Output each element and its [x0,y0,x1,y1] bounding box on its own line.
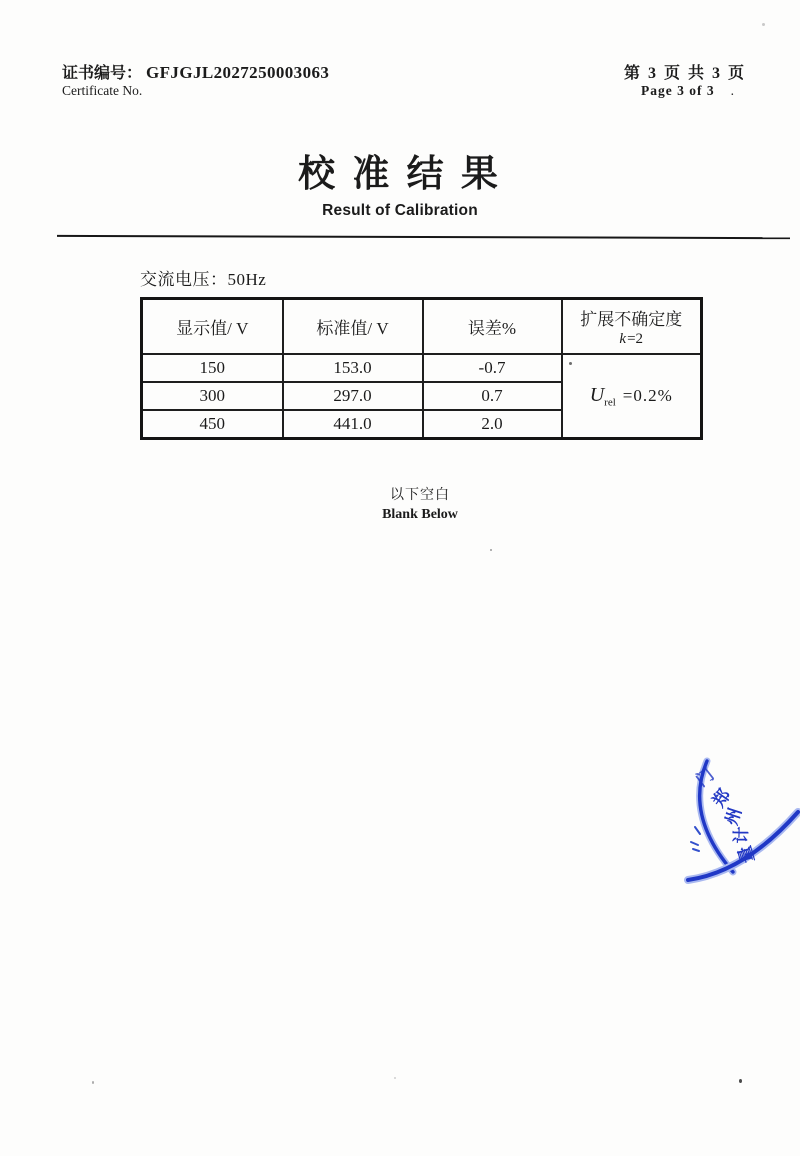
table-cell: 297.0 [283,382,423,410]
stamp-char: 计 [731,826,752,844]
table-cell: 300 [142,382,283,410]
document-title-zh: 校 准 结 果 [298,154,502,195]
scan-speck [92,1081,94,1084]
title-divider-rule [57,235,790,240]
table-cell: 0.7 [423,382,562,410]
table-cell: 153.0 [283,354,423,382]
page-number-en [641,83,735,99]
seal-ink-stray-mark [695,827,700,834]
col-header-expanded-uncertainty [562,299,702,355]
certificate-number-label-zh: 证书编号： [62,65,143,82]
stamp-char: 量 [734,843,758,866]
certificate-number-label-en: Certificate No. [62,83,143,98]
document-title-en: Result of Calibration [322,202,478,219]
uncertainty-header-text: 扩展不确定度 [580,310,683,329]
table-cell: 441.0 [283,410,423,439]
table-row [142,354,702,382]
col-header-error-percent: 误差% [423,299,562,355]
blank-below-zh: 以下空白 [390,488,450,503]
seal-ink-stray-mark [691,842,699,851]
blank-below-note [140,484,700,523]
blank-below-en: Blank Below [382,507,458,522]
page-number-en-text: Page 3 of 3 [641,83,715,98]
certificate-number-value: GFJGJL2027250003063 [146,63,330,82]
official-seal-stamp-partial [635,733,800,905]
scan-speck [490,549,492,551]
k-value: =2 [627,331,644,347]
page-number-trailing-dot: . [730,83,735,98]
uncertainty-value-cell [562,354,702,439]
col-header-standard-value: 标准值/ V [283,299,423,355]
table-header-row [142,299,702,355]
coverage-factor [563,331,701,348]
k-symbol: k [619,331,627,347]
uncertainty-value: =0.2% [622,385,673,405]
scan-speck [569,362,572,365]
scan-speck [762,23,765,26]
uncertainty-subscript: rel [604,396,616,409]
table-cell: 450 [142,410,283,439]
section-label-ac-voltage: 交流电压：50Hz [140,270,267,289]
stamp-char: 郑 [709,785,735,811]
scan-speck [394,1077,396,1079]
col-header-displayed-value: 显示值/ V [142,299,283,355]
stamp-partial-char: 门 [692,765,718,791]
uncertainty-symbol: U [589,383,605,406]
stamp-char: 州 [721,805,746,828]
table-cell: 150 [142,354,283,382]
table-cell: -0.7 [423,354,562,382]
certificate-number-line [62,60,329,83]
table-cell: 2.0 [423,410,562,439]
scan-speck [739,1079,742,1083]
calibration-result-table [140,297,703,440]
page-number-zh: 第 3 页 共 3 页 [624,65,747,82]
